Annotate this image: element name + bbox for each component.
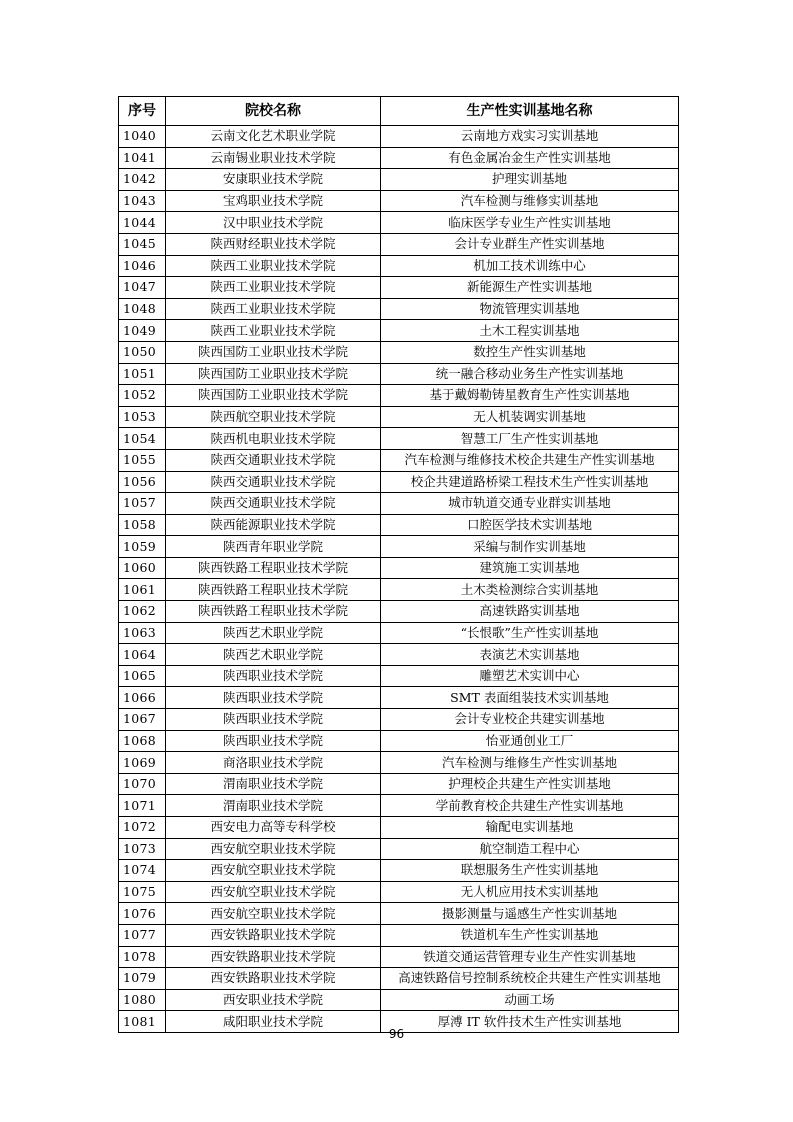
table-row bbox=[119, 449, 679, 471]
table-row bbox=[119, 385, 679, 407]
school-name-cell: 陕西交通职业技术学院 bbox=[166, 471, 381, 493]
serial-number-cell: 1070 bbox=[119, 773, 166, 795]
base-name-cell: 物流管理实训基地 bbox=[381, 298, 679, 320]
base-name-cell: 护理实训基地 bbox=[381, 169, 679, 191]
base-name-cell: 无人机装调实训基地 bbox=[381, 406, 679, 428]
table-row bbox=[119, 579, 679, 601]
base-name-cell: 有色金属冶金生产性实训基地 bbox=[381, 147, 679, 169]
base-name-cell: SMT 表面组装技术实训基地 bbox=[381, 687, 679, 709]
serial-number-cell: 1062 bbox=[119, 601, 166, 623]
base-name-cell: 建筑施工实训基地 bbox=[381, 557, 679, 579]
serial-number-cell: 1048 bbox=[119, 298, 166, 320]
school-name-cell: 云南文化艺术职业学院 bbox=[166, 126, 381, 148]
serial-number-cell: 1065 bbox=[119, 665, 166, 687]
header-school-name: 院校名称 bbox=[166, 97, 381, 126]
table-row bbox=[119, 298, 679, 320]
serial-number-cell: 1055 bbox=[119, 449, 166, 471]
school-name-cell: 渭南职业技术学院 bbox=[166, 795, 381, 817]
school-name-cell: 陕西财经职业技术学院 bbox=[166, 233, 381, 255]
base-name-cell: 新能源生产性实训基地 bbox=[381, 277, 679, 299]
serial-number-cell: 1053 bbox=[119, 406, 166, 428]
table-row bbox=[119, 147, 679, 169]
base-name-cell: 怡亚通创业工厂 bbox=[381, 730, 679, 752]
serial-number-cell: 1076 bbox=[119, 903, 166, 925]
serial-number-cell: 1078 bbox=[119, 946, 166, 968]
table-row bbox=[119, 363, 679, 385]
base-name-cell: 表演艺术实训基地 bbox=[381, 644, 679, 666]
table-row bbox=[119, 903, 679, 925]
serial-number-cell: 1054 bbox=[119, 428, 166, 450]
serial-number-cell: 1059 bbox=[119, 536, 166, 558]
serial-number-cell: 1050 bbox=[119, 341, 166, 363]
school-name-cell: 西安电力高等专科学校 bbox=[166, 817, 381, 839]
table-body bbox=[119, 126, 679, 1033]
school-name-cell: 陕西航空职业技术学院 bbox=[166, 406, 381, 428]
base-name-cell: 口腔医学技术实训基地 bbox=[381, 514, 679, 536]
base-name-cell: 校企共建道路桥梁工程技术生产性实训基地 bbox=[381, 471, 679, 493]
base-name-cell: 汽车检测与维修实训基地 bbox=[381, 190, 679, 212]
table-row bbox=[119, 709, 679, 731]
school-name-cell: 西安航空职业技术学院 bbox=[166, 903, 381, 925]
serial-number-cell: 1040 bbox=[119, 126, 166, 148]
serial-number-cell: 1044 bbox=[119, 212, 166, 234]
school-name-cell: 陕西能源职业技术学院 bbox=[166, 514, 381, 536]
table-row bbox=[119, 255, 679, 277]
table-row bbox=[119, 795, 679, 817]
serial-number-cell: 1066 bbox=[119, 687, 166, 709]
table-row bbox=[119, 190, 679, 212]
school-name-cell: 西安航空职业技术学院 bbox=[166, 881, 381, 903]
serial-number-cell: 1063 bbox=[119, 622, 166, 644]
base-name-cell: “长恨歌”生产性实训基地 bbox=[381, 622, 679, 644]
serial-number-cell: 1079 bbox=[119, 968, 166, 990]
table-row bbox=[119, 557, 679, 579]
school-name-cell: 陕西交通职业技术学院 bbox=[166, 449, 381, 471]
school-name-cell: 陕西职业技术学院 bbox=[166, 665, 381, 687]
base-name-cell: 高速铁路实训基地 bbox=[381, 601, 679, 623]
serial-number-cell: 1060 bbox=[119, 557, 166, 579]
base-name-cell: 采编与制作实训基地 bbox=[381, 536, 679, 558]
school-name-cell: 西安航空职业技术学院 bbox=[166, 838, 381, 860]
table-row bbox=[119, 730, 679, 752]
serial-number-cell: 1067 bbox=[119, 709, 166, 731]
serial-number-cell: 1049 bbox=[119, 320, 166, 342]
table-row bbox=[119, 989, 679, 1011]
table-row bbox=[119, 924, 679, 946]
table-row bbox=[119, 601, 679, 623]
base-name-cell: 高速铁路信号控制系统校企共建生产性实训基地 bbox=[381, 968, 679, 990]
school-name-cell: 西安铁路职业技术学院 bbox=[166, 968, 381, 990]
school-name-cell: 宝鸡职业技术学院 bbox=[166, 190, 381, 212]
table-row bbox=[119, 881, 679, 903]
table-row bbox=[119, 428, 679, 450]
base-name-cell: 土木类检测综合实训基地 bbox=[381, 579, 679, 601]
base-name-cell: 学前教育校企共建生产性实训基地 bbox=[381, 795, 679, 817]
table-row bbox=[119, 320, 679, 342]
school-name-cell: 陕西工业职业技术学院 bbox=[166, 277, 381, 299]
table-row bbox=[119, 277, 679, 299]
base-name-cell: 数控生产性实训基地 bbox=[381, 341, 679, 363]
base-name-cell: 机加工技术训练中心 bbox=[381, 255, 679, 277]
header-serial-number: 序号 bbox=[119, 97, 166, 126]
base-name-cell: 统一融合移动业务生产性实训基地 bbox=[381, 363, 679, 385]
header-base-name: 生产性实训基地名称 bbox=[381, 97, 679, 126]
school-name-cell: 商洛职业技术学院 bbox=[166, 752, 381, 774]
school-name-cell: 陕西职业技术学院 bbox=[166, 709, 381, 731]
table-row bbox=[119, 644, 679, 666]
table-row bbox=[119, 773, 679, 795]
table-row bbox=[119, 752, 679, 774]
base-name-cell: 云南地方戏实习实训基地 bbox=[381, 126, 679, 148]
table-row bbox=[119, 493, 679, 515]
serial-number-cell: 1042 bbox=[119, 169, 166, 191]
base-name-cell: 会计专业校企共建实训基地 bbox=[381, 709, 679, 731]
school-name-cell: 陕西机电职业技术学院 bbox=[166, 428, 381, 450]
school-name-cell: 陕西交通职业技术学院 bbox=[166, 493, 381, 515]
base-name-cell: 临床医学专业生产性实训基地 bbox=[381, 212, 679, 234]
base-name-cell: 基于戴姆勒铸星教育生产性实训基地 bbox=[381, 385, 679, 407]
school-name-cell: 西安航空职业技术学院 bbox=[166, 860, 381, 882]
base-name-cell: 输配电实训基地 bbox=[381, 817, 679, 839]
table-row bbox=[119, 169, 679, 191]
serial-number-cell: 1081 bbox=[119, 1011, 166, 1033]
table-row bbox=[119, 968, 679, 990]
school-name-cell: 西安铁路职业技术学院 bbox=[166, 946, 381, 968]
table-row bbox=[119, 126, 679, 148]
school-name-cell: 云南锡业职业技术学院 bbox=[166, 147, 381, 169]
school-name-cell: 咸阳职业技术学院 bbox=[166, 1011, 381, 1033]
table-row bbox=[119, 212, 679, 234]
serial-number-cell: 1052 bbox=[119, 385, 166, 407]
base-name-cell: 土木工程实训基地 bbox=[381, 320, 679, 342]
table-row bbox=[119, 341, 679, 363]
serial-number-cell: 1075 bbox=[119, 881, 166, 903]
table-row bbox=[119, 665, 679, 687]
base-name-cell: 智慧工厂生产性实训基地 bbox=[381, 428, 679, 450]
serial-number-cell: 1056 bbox=[119, 471, 166, 493]
school-name-cell: 陕西青年职业学院 bbox=[166, 536, 381, 558]
serial-number-cell: 1073 bbox=[119, 838, 166, 860]
school-name-cell: 陕西职业技术学院 bbox=[166, 730, 381, 752]
base-name-cell: 铁道交通运营管理专业生产性实训基地 bbox=[381, 946, 679, 968]
base-name-cell: 无人机应用技术实训基地 bbox=[381, 881, 679, 903]
serial-number-cell: 1068 bbox=[119, 730, 166, 752]
school-name-cell: 渭南职业技术学院 bbox=[166, 773, 381, 795]
serial-number-cell: 1071 bbox=[119, 795, 166, 817]
school-name-cell: 陕西艺术职业学院 bbox=[166, 644, 381, 666]
serial-number-cell: 1074 bbox=[119, 860, 166, 882]
serial-number-cell: 1064 bbox=[119, 644, 166, 666]
base-name-cell: 汽车检测与维修生产性实训基地 bbox=[381, 752, 679, 774]
serial-number-cell: 1043 bbox=[119, 190, 166, 212]
serial-number-cell: 1051 bbox=[119, 363, 166, 385]
school-name-cell: 陕西工业职业技术学院 bbox=[166, 320, 381, 342]
base-name-cell: 联想服务生产性实训基地 bbox=[381, 860, 679, 882]
school-name-cell: 西安铁路职业技术学院 bbox=[166, 924, 381, 946]
school-name-cell: 陕西铁路工程职业技术学院 bbox=[166, 601, 381, 623]
school-name-cell: 陕西国防工业职业技术学院 bbox=[166, 363, 381, 385]
school-name-cell: 陕西国防工业职业技术学院 bbox=[166, 385, 381, 407]
table-row bbox=[119, 514, 679, 536]
table-header-row bbox=[119, 97, 679, 126]
serial-number-cell: 1057 bbox=[119, 493, 166, 515]
serial-number-cell: 1046 bbox=[119, 255, 166, 277]
serial-number-cell: 1058 bbox=[119, 514, 166, 536]
school-name-cell: 陕西职业技术学院 bbox=[166, 687, 381, 709]
base-name-cell: 护理校企共建生产性实训基地 bbox=[381, 773, 679, 795]
base-name-cell: 厚溥 IT 软件技术生产性实训基地 bbox=[381, 1011, 679, 1033]
table-row bbox=[119, 406, 679, 428]
base-name-cell: 汽车检测与维修技术校企共建生产性实训基地 bbox=[381, 449, 679, 471]
school-name-cell: 安康职业技术学院 bbox=[166, 169, 381, 191]
base-name-cell: 城市轨道交通专业群实训基地 bbox=[381, 493, 679, 515]
school-name-cell: 陕西铁路工程职业技术学院 bbox=[166, 579, 381, 601]
serial-number-cell: 1072 bbox=[119, 817, 166, 839]
serial-number-cell: 1041 bbox=[119, 147, 166, 169]
school-name-cell: 陕西铁路工程职业技术学院 bbox=[166, 557, 381, 579]
school-name-cell: 陕西国防工业职业技术学院 bbox=[166, 341, 381, 363]
serial-number-cell: 1077 bbox=[119, 924, 166, 946]
serial-number-cell: 1061 bbox=[119, 579, 166, 601]
table-row bbox=[119, 838, 679, 860]
base-name-cell: 雕塑艺术实训中心 bbox=[381, 665, 679, 687]
table-row bbox=[119, 946, 679, 968]
serial-number-cell: 1045 bbox=[119, 233, 166, 255]
school-name-cell: 西安职业技术学院 bbox=[166, 989, 381, 1011]
base-name-cell: 摄影测量与遥感生产性实训基地 bbox=[381, 903, 679, 925]
school-name-cell: 陕西工业职业技术学院 bbox=[166, 298, 381, 320]
table-row bbox=[119, 817, 679, 839]
page-number: 96 bbox=[388, 1027, 405, 1041]
serial-number-cell: 1069 bbox=[119, 752, 166, 774]
school-name-cell: 陕西工业职业技术学院 bbox=[166, 255, 381, 277]
table-row bbox=[119, 471, 679, 493]
table-row bbox=[119, 622, 679, 644]
table-row bbox=[119, 233, 679, 255]
training-base-table bbox=[118, 96, 679, 1033]
table-row bbox=[119, 536, 679, 558]
school-name-cell: 汉中职业技术学院 bbox=[166, 212, 381, 234]
table-row bbox=[119, 687, 679, 709]
table-row bbox=[119, 860, 679, 882]
base-name-cell: 会计专业群生产性实训基地 bbox=[381, 233, 679, 255]
serial-number-cell: 1080 bbox=[119, 989, 166, 1011]
school-name-cell: 陕西艺术职业学院 bbox=[166, 622, 381, 644]
base-name-cell: 航空制造工程中心 bbox=[381, 838, 679, 860]
serial-number-cell: 1047 bbox=[119, 277, 166, 299]
base-name-cell: 铁道机车生产性实训基地 bbox=[381, 924, 679, 946]
base-name-cell: 动画工场 bbox=[381, 989, 679, 1011]
